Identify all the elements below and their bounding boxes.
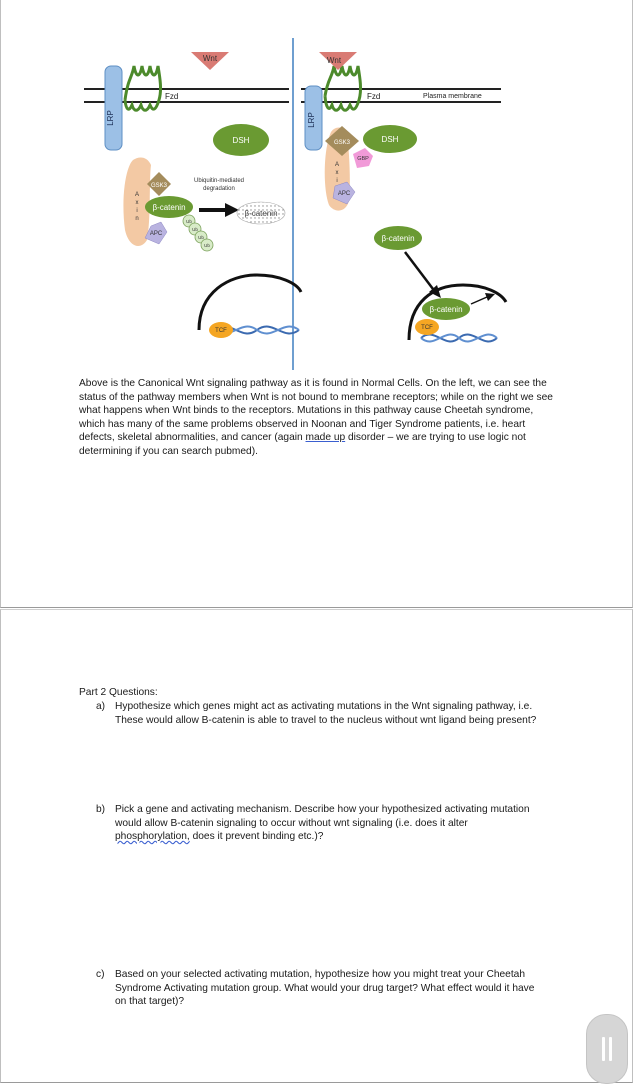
question-b-text bbox=[115, 803, 541, 844]
question-b-label: b) bbox=[96, 804, 106, 815]
gsk3-label-right: GSK3 bbox=[333, 140, 351, 146]
bcatenin-nucleus-label: β-catenin bbox=[429, 305, 463, 314]
axin-letter: x bbox=[135, 200, 139, 206]
intro-paragraph bbox=[79, 377, 557, 458]
lrp-receptor-left bbox=[105, 66, 122, 150]
degradation-label-line2: degradation bbox=[203, 186, 235, 192]
intro-tail: disorder – we are trying to use logic not determining if you can search pubmed). bbox=[79, 432, 526, 457]
question-c-text: Based on your selected activating mutation, hypothesize how you might treat your Cheetah Syndrome Activating mutation group. What would your drug target? What effect would it have on that target)? bbox=[115, 969, 535, 1007]
transcription-arrow bbox=[471, 293, 495, 304]
axin-letter: A bbox=[334, 162, 340, 168]
tcf-label-left: TCF bbox=[215, 328, 227, 334]
questions-header: Part 2 Questions: bbox=[79, 687, 158, 698]
lrp-label-right: LRP bbox=[307, 112, 316, 128]
fzd-label-right: Fzd bbox=[367, 92, 381, 101]
dsh-label-right: DSH bbox=[381, 135, 399, 144]
pause-bars-icon bbox=[609, 1037, 612, 1061]
dsh-label-left: DSH bbox=[232, 136, 250, 145]
bcatenin-label-right: β-catenin bbox=[381, 234, 415, 243]
plasma-membrane-label: Plasma membrane bbox=[423, 93, 482, 100]
axin-letter: n bbox=[135, 216, 139, 222]
axin-letter: i bbox=[336, 178, 338, 184]
fzd-label-left: Fzd bbox=[165, 92, 179, 101]
question-c-label: c) bbox=[96, 969, 105, 980]
pause-bars-icon bbox=[602, 1037, 605, 1061]
ubiquitin-chain bbox=[183, 215, 213, 251]
question-a bbox=[96, 700, 541, 727]
lrp-label-left: LRP bbox=[106, 110, 115, 126]
ubiquitin-label: Ub bbox=[204, 243, 210, 248]
apc-label-left: APC bbox=[149, 231, 163, 237]
document-page-2 bbox=[0, 609, 633, 1083]
question-b-post: does it prevent binding etc.)? bbox=[189, 831, 324, 842]
wnt-pathway-diagram bbox=[1, 0, 632, 370]
pause-button[interactable] bbox=[586, 1014, 628, 1084]
bcatenin-label-left: β-catenin bbox=[152, 203, 186, 212]
bcatenin-degraded-label: β-catenin bbox=[244, 209, 278, 218]
gsk3-label-left: GSK3 bbox=[150, 183, 168, 189]
axin-letter: i bbox=[136, 208, 138, 214]
nucleus-left bbox=[199, 275, 301, 330]
degradation-arrow bbox=[199, 203, 239, 217]
phosphorylation-word: phosphorylation, bbox=[115, 831, 190, 842]
ubiquitin-label: Ub bbox=[198, 235, 204, 240]
questions-header-block bbox=[79, 686, 158, 700]
made-up-text: made up bbox=[305, 432, 346, 443]
question-b-pre: Pick a gene and activating mechanism. Describe how your hypothesized activating mutation would allow B-catenin signaling to occur without wnt signaling (i.e. does it alter bbox=[115, 804, 530, 829]
tcf-label-right: TCF bbox=[421, 325, 433, 331]
question-c bbox=[96, 968, 541, 1009]
ubiquitin-label: Ub bbox=[192, 227, 198, 232]
question-b bbox=[96, 803, 541, 844]
degradation-label-line1: Ubiquitin-mediated bbox=[193, 178, 245, 184]
intro-text: Above is the Canonical Wnt signaling pathway as it is found in Normal Cells. On the left, we can see the status of the pathway members when Wnt is not bound to membrane receptors; while on the right we see what happens when Wnt binds to the receptors. Mutations in this pathway cause Cheetah syndrome, which has many of the same problems observed in Noonan and Tiger Syndrome patients, i.e. heart defects, skeletal abnormalities, and cancer (again bbox=[79, 378, 553, 443]
axin-letter: x bbox=[335, 170, 339, 176]
axin-letter: A bbox=[134, 192, 140, 198]
gbp-label-right: GBP bbox=[357, 156, 369, 162]
apc-label-right: APC bbox=[337, 191, 351, 197]
ubiquitin-label: Ub bbox=[186, 219, 192, 224]
question-a-label: a) bbox=[96, 701, 106, 712]
wnt-label-right: Wnt bbox=[326, 56, 342, 65]
question-a-text: Hypothesize which genes might act as activating mutations in the Wnt signaling pathway, i.e. These would allow B-catenin is able to travel to the nucleus without wnt ligand being present? bbox=[115, 701, 537, 726]
wnt-label-left: Wnt bbox=[202, 54, 218, 63]
